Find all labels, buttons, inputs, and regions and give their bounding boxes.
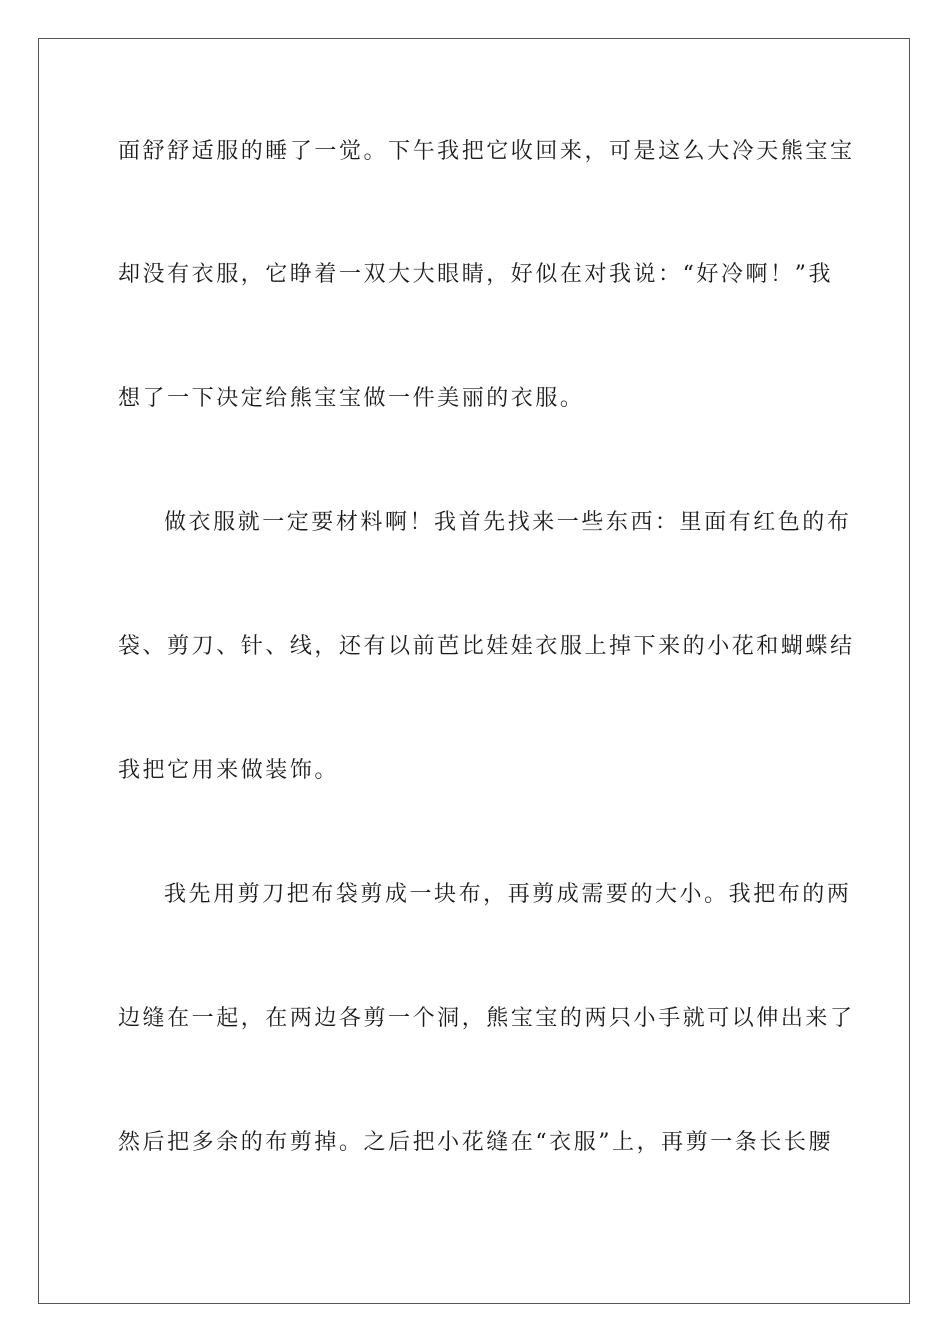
text-line-1: 面舒舒适服的睡了一觉。下午我把它收回来，可是这么大冷天熊宝宝 [118,139,855,164]
text-line-6: 我把它用来做装饰。 [118,758,339,783]
page-border [38,38,910,1304]
text-line-3: 想了一下决定给熊宝宝做一件美丽的衣服。 [118,386,585,411]
text-line-4: 做衣服就一定要材料啊！我首先找来一些东西：里面有红色的布 [164,510,852,535]
text-line-2: 却没有衣服，它睁着一双大大眼睛，好似在对我说：“好冷啊！”我 [118,262,833,287]
text-line-5: 袋、剪刀、针、线，还有以前芭比娃娃衣服上掉下来的小花和蝴蝶结 [118,634,855,659]
text-line-9: 然后把多余的布剪掉。之后把小花缝在“衣服”上，再剪一条长长腰 [118,1130,833,1155]
text-line-8: 边缝在一起，在两边各剪一个洞，熊宝宝的两只小手就可以伸出来了 [118,1006,855,1031]
text-line-7: 我先用剪刀把布袋剪成一块布，再剪成需要的大小。我把布的两 [164,882,852,907]
